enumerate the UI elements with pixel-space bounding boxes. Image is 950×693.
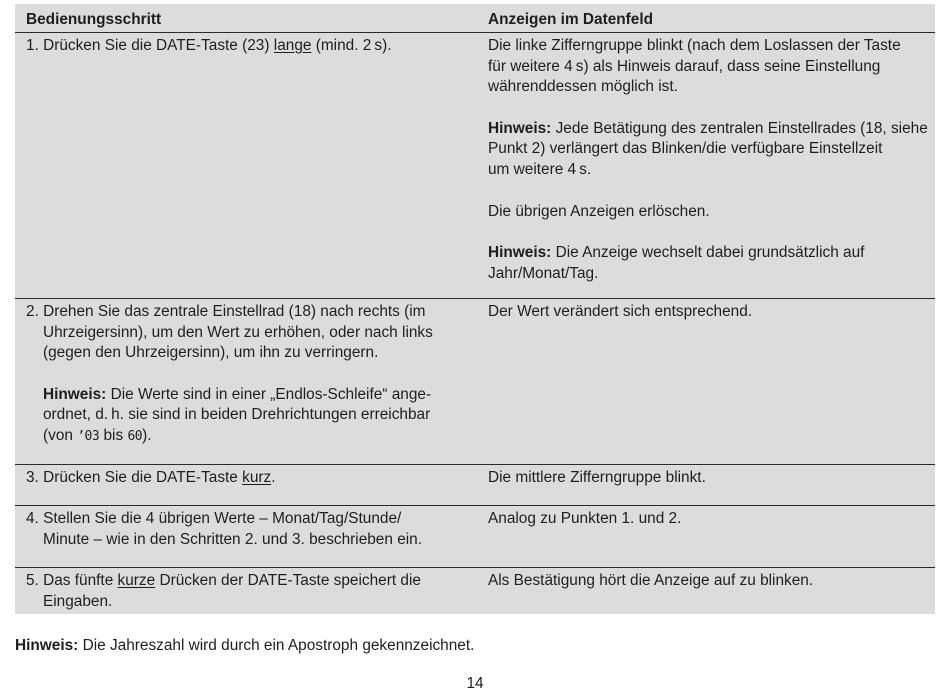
table-row <box>15 568 935 614</box>
header-display: Anzeigen im Datenfeld <box>488 11 654 28</box>
table-row <box>15 506 935 568</box>
table-header <box>15 4 935 33</box>
note-text: Die Jahreszahl wird durch ein Apostroph gekennzeichnet. <box>78 637 475 654</box>
display-cell: Analog zu Punkten 1. und 2. <box>488 510 682 527</box>
step-cell: 2. Drehen Sie das zentrale Einstellrad (18) nach rechts (im Uhrzeigersinn), um den Wert zu erhöhen, oder nach links (gegen den Uhrzeigersinn), um ihn zu verringern. Hinweis: Die Werte sind in einer „Endlos-Schleife“ ange- ordnet, d. h. sie sind in beiden Drehrichtungen erreichbar (von ’03 bis 60). <box>26 303 433 445</box>
page-number: 14 <box>466 675 484 692</box>
note-label: Hinweis: <box>15 637 79 654</box>
display-cell: Der Wert verändert sich entsprechend. <box>488 303 753 320</box>
footnote <box>15 637 474 655</box>
display-cell: Die mittlere Zifferngruppe blinkt. <box>488 469 706 486</box>
table-row <box>15 299 935 465</box>
segment-value-start: ’03 <box>77 429 100 445</box>
instruction-table <box>15 4 935 614</box>
segment-value-end: 60 <box>127 429 143 445</box>
step-cell: 5. Das fünfte kurze Drücken der DATE-Taste speichert die Eingaben. <box>26 572 421 610</box>
step-cell: 4. Stellen Sie die 4 übrigen Werte – Monat/Tag/Stunde/ Minute – wie in den Schritten 2. und 3. beschrieben ein. <box>26 510 423 548</box>
step-cell: 3. Drücken Sie die DATE-Taste kurz. <box>26 469 276 486</box>
display-cell: Die linke Zifferngruppe blinkt (nach dem Loslassen der Taste für weitere 4 s) als Hinweis darauf, dass seine Einstellung währenddessen möglich ist. Hinweis: Jede Betätigung des zentralen Einstellrades (18, siehe Punkt 2) verlängert das Blinken/die verfügbare Einstellzeit um weitere 4 s. Die übrigen Anzeigen erlöschen. Hinweis: Die Anzeige wechselt dabei grundsätzlich auf Jahr/Monat/Tag. <box>488 37 928 282</box>
display-cell: Als Bestätigung hört die Anzeige auf zu blinken. <box>488 572 814 589</box>
table-row <box>15 465 935 506</box>
emphasis-underline: kurze <box>117 572 156 589</box>
emphasis-underline: lange <box>273 37 312 54</box>
hint-label: Hinweis: <box>488 243 552 261</box>
step-cell: 1. Drücken Sie die DATE-Taste (23) lange (mind. 2 s). <box>26 37 392 54</box>
header-step: Bedienungsschritt <box>26 11 162 28</box>
hint-label: Hinweis: <box>488 119 552 137</box>
table-row <box>15 33 935 299</box>
emphasis-underline: kurz <box>242 469 272 486</box>
hint-label: Hinweis: <box>43 385 107 403</box>
